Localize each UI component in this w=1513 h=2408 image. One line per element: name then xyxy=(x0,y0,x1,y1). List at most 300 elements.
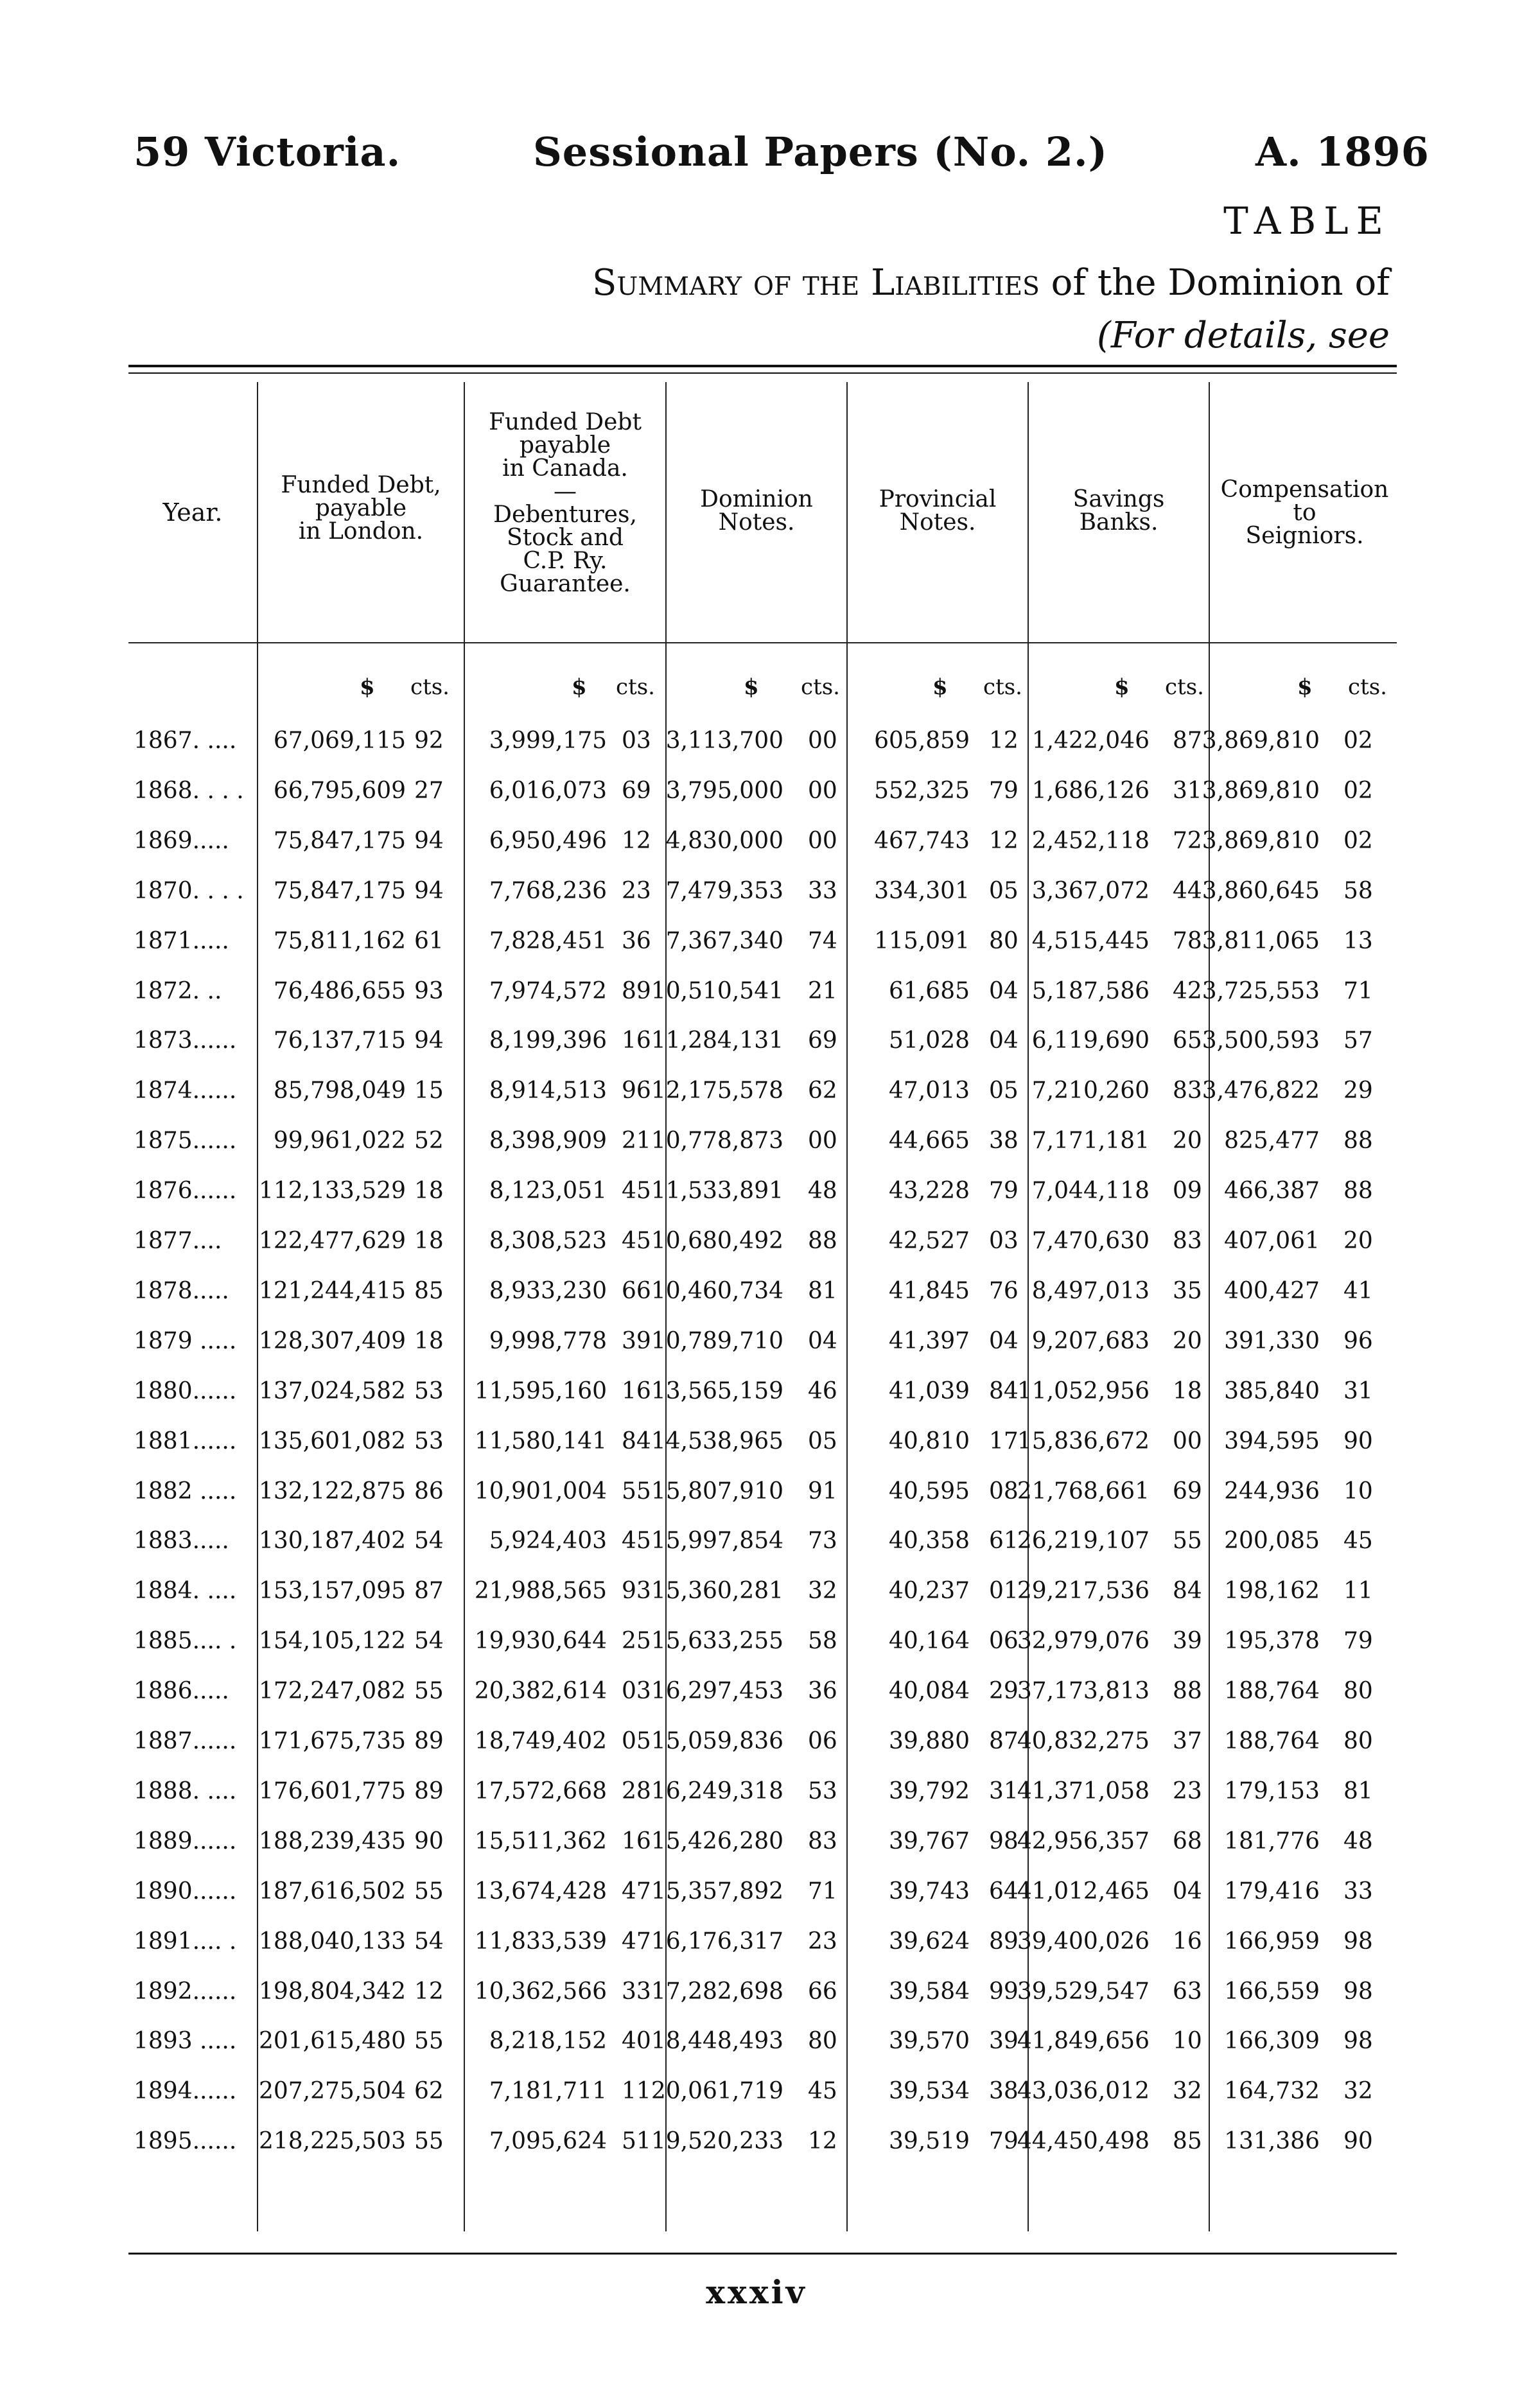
cents-cell: 79 xyxy=(1343,1628,1373,1654)
cents-cell: 31 xyxy=(1343,1378,1373,1404)
dollars-cell: 32,979,076 xyxy=(1017,1628,1150,1654)
dollars-cell: 3,860,645 xyxy=(1202,878,1320,904)
dollar-sign: $ xyxy=(572,674,587,700)
cents-cell: 04 xyxy=(1173,1878,1202,1905)
cents-cell: 96 xyxy=(622,1077,651,1104)
dollars-cell: 43,036,012 xyxy=(1017,2078,1150,2104)
header-line: Notes. xyxy=(899,509,976,536)
cents-cell: 11 xyxy=(1343,1578,1373,1604)
dollars-cell: 188,239,435 xyxy=(258,1828,406,1854)
dollar-sign: $ xyxy=(1297,674,1313,700)
dollars-cell: 41,039 xyxy=(889,1378,970,1404)
cents-cell: 72 xyxy=(1173,828,1202,854)
dollars-cell: 39,584 xyxy=(889,1978,970,2005)
year-cell: 1871..... xyxy=(134,928,229,954)
cents-cell: 15 xyxy=(414,1077,444,1104)
cents-cell: 61 xyxy=(989,1528,1019,1554)
year-cell: 1888. .... xyxy=(134,1778,237,1804)
cents-cell: 04 xyxy=(808,1328,837,1354)
column-header-provincial-notes xyxy=(848,488,1028,534)
cents-cell: 12 xyxy=(808,2128,837,2154)
dollars-cell: 61,685 xyxy=(889,978,970,1004)
cents-cell: 18 xyxy=(1173,1378,1202,1404)
unit-label xyxy=(1297,674,1387,700)
cents-cell: 21 xyxy=(622,1128,651,1154)
cents-cell: 31 xyxy=(989,1778,1019,1804)
dollars-cell: 4,515,445 xyxy=(1031,928,1150,954)
cents-cell: 79 xyxy=(989,2128,1019,2154)
dollars-cell: 41,012,465 xyxy=(1017,1878,1150,1905)
cents-cell: 89 xyxy=(414,1728,444,1754)
cents-cell: 76 xyxy=(989,1278,1019,1304)
cents-cell: 00 xyxy=(808,1128,837,1154)
year-cell: 1879 ..... xyxy=(134,1328,237,1354)
header-divider xyxy=(465,642,665,643)
cents-cell: 96 xyxy=(1343,1328,1373,1354)
year-cell: 1886..... xyxy=(134,1678,229,1704)
cents-cell: 02 xyxy=(1343,728,1373,754)
dollars-cell: 21,768,661 xyxy=(1017,1478,1150,1505)
cents-cell: 98 xyxy=(1343,1928,1373,1955)
header-line: C.P. Ry. xyxy=(523,548,608,574)
year-cell: 1885.... . xyxy=(134,1628,237,1654)
cents-cell: 42 xyxy=(1173,978,1202,1004)
dollars-cell: 39,624 xyxy=(889,1928,970,1955)
header-line: Debentures, xyxy=(493,502,637,528)
dollars-cell: 3,725,553 xyxy=(1202,978,1320,1004)
table-title-rest: of the Dominion of xyxy=(1039,262,1390,304)
table-row xyxy=(0,1678,1513,1727)
table-row xyxy=(0,1228,1513,1277)
header-line: Dominion xyxy=(700,486,813,512)
cents-cell: 69 xyxy=(808,1027,837,1054)
column-header-savings-banks xyxy=(1029,488,1209,534)
cents-label: cts. xyxy=(616,674,655,700)
table-row xyxy=(0,1928,1513,1977)
year-cell: 1882 ..... xyxy=(134,1478,237,1505)
dollars-cell: 12,175,578 xyxy=(651,1077,783,1104)
dollars-cell: 201,615,480 xyxy=(258,2028,406,2054)
table-row xyxy=(0,878,1513,927)
dollars-cell: 1,422,046 xyxy=(1031,728,1150,754)
column-header-funded-debt-london xyxy=(258,474,464,543)
dollars-cell: 188,764 xyxy=(1224,1678,1320,1704)
dollars-cell: 171,675,735 xyxy=(258,1728,406,1754)
cents-cell: 45 xyxy=(622,1228,651,1254)
dollars-cell: 15,360,281 xyxy=(651,1578,783,1604)
cents-cell: 57 xyxy=(1343,1027,1373,1054)
dollars-cell: 41,845 xyxy=(889,1278,970,1304)
cents-cell: 05 xyxy=(622,1728,651,1754)
dollars-cell: 19,930,644 xyxy=(474,1628,607,1654)
cents-cell: 32 xyxy=(1343,2078,1373,2104)
dollars-cell: 137,024,582 xyxy=(258,1378,406,1404)
header-line: Savings xyxy=(1072,486,1165,512)
dollars-cell: 13,674,428 xyxy=(474,1878,607,1905)
cents-cell: 00 xyxy=(808,828,837,854)
year-cell: 1875...... xyxy=(134,1128,237,1154)
dollars-cell: 26,219,107 xyxy=(1017,1528,1150,1554)
dollars-cell: 10,789,710 xyxy=(651,1328,783,1354)
dollars-cell: 400,427 xyxy=(1224,1278,1320,1304)
year-cell: 1868. . . . xyxy=(134,778,244,804)
cents-cell: 69 xyxy=(1173,1478,1202,1505)
dollars-cell: 8,308,523 xyxy=(489,1228,607,1254)
dollars-cell: 153,157,095 xyxy=(258,1578,406,1604)
cents-cell: 39 xyxy=(622,1328,651,1354)
dollars-cell: 195,378 xyxy=(1224,1628,1320,1654)
cents-cell: 68 xyxy=(1173,1828,1202,1854)
header-line: — xyxy=(554,478,577,505)
dollars-cell: 7,470,630 xyxy=(1031,1228,1150,1254)
dollars-cell: 6,119,690 xyxy=(1031,1027,1150,1054)
dollars-cell: 7,095,624 xyxy=(489,2128,607,2154)
dollars-cell: 39,792 xyxy=(889,1778,970,1804)
dollars-cell: 11,595,160 xyxy=(474,1378,607,1404)
dollars-cell: 99,961,022 xyxy=(273,1128,406,1154)
dollars-cell: 41,397 xyxy=(889,1328,970,1354)
cents-cell: 00 xyxy=(808,728,837,754)
dollars-cell: 75,847,175 xyxy=(273,828,406,854)
year-cell: 1869..... xyxy=(134,828,229,854)
dollars-cell: 75,811,162 xyxy=(273,928,406,954)
dollars-cell: 76,486,655 xyxy=(273,978,406,1004)
cents-cell: 64 xyxy=(989,1878,1019,1905)
cents-cell: 45 xyxy=(808,2078,837,2104)
header-line: to xyxy=(1293,500,1316,526)
table-row xyxy=(0,1778,1513,1827)
dollars-cell: 3,869,810 xyxy=(1202,728,1320,754)
cents-cell: 88 xyxy=(1343,1128,1373,1154)
cents-cell: 18 xyxy=(414,1178,444,1204)
dollars-cell: 552,325 xyxy=(874,778,970,804)
cents-cell: 89 xyxy=(414,1778,444,1804)
cents-cell: 06 xyxy=(989,1628,1019,1654)
table-row xyxy=(0,1628,1513,1677)
cents-cell: 89 xyxy=(622,978,651,1004)
dollars-cell: 39,743 xyxy=(889,1878,970,1905)
cents-cell: 23 xyxy=(1173,1778,1202,1804)
dollars-cell: 20,382,614 xyxy=(474,1678,607,1704)
dollars-cell: 8,199,396 xyxy=(489,1027,607,1054)
dollar-sign: $ xyxy=(1114,674,1130,700)
cents-cell: 40 xyxy=(622,2028,651,2054)
dollars-cell: 39,519 xyxy=(889,2128,970,2154)
cents-cell: 29 xyxy=(1343,1077,1373,1104)
cents-cell: 39 xyxy=(1173,1628,1202,1654)
cents-cell: 33 xyxy=(622,1978,651,2005)
dollars-cell: 39,880 xyxy=(889,1728,970,1754)
year-cell: 1893 ..... xyxy=(134,2028,237,2054)
dollars-cell: 122,477,629 xyxy=(258,1228,406,1254)
year-cell: 1878..... xyxy=(134,1278,229,1304)
table-title xyxy=(592,262,1390,304)
year-cell: 1873...... xyxy=(134,1027,237,1054)
cents-cell: 12 xyxy=(414,1978,444,2005)
cents-cell: 23 xyxy=(808,1928,837,1955)
dollars-cell: 172,247,082 xyxy=(258,1678,406,1704)
header-line: Funded Debt, xyxy=(281,472,441,498)
table-row xyxy=(0,1077,1513,1126)
table-row xyxy=(0,828,1513,877)
cents-cell: 98 xyxy=(1343,1978,1373,2005)
dollars-cell: 66,795,609 xyxy=(273,778,406,804)
header-line: Stock and xyxy=(507,525,624,551)
cents-cell: 28 xyxy=(622,1778,651,1804)
cents-cell: 18 xyxy=(414,1328,444,1354)
unit-label xyxy=(932,674,1022,700)
top-rule xyxy=(128,365,1397,367)
dollars-cell: 17,282,698 xyxy=(651,1978,783,2005)
cents-cell: 90 xyxy=(414,1828,444,1854)
cents-cell: 80 xyxy=(808,2028,837,2054)
dollars-cell: 394,595 xyxy=(1224,1428,1320,1454)
year-cell: 1884. .... xyxy=(134,1578,237,1604)
cents-cell: 16 xyxy=(622,1378,651,1404)
cents-cell: 58 xyxy=(1343,878,1373,904)
table-row xyxy=(0,728,1513,776)
dollars-cell: 15,059,836 xyxy=(651,1728,783,1754)
year-cell: 1870. . . . xyxy=(134,878,244,904)
cents-cell: 04 xyxy=(989,1328,1019,1354)
dollars-cell: 39,529,547 xyxy=(1017,1978,1150,2005)
dollars-cell: 14,538,965 xyxy=(651,1428,783,1454)
cents-cell: 94 xyxy=(414,1027,444,1054)
dollars-cell: 7,479,353 xyxy=(665,878,783,904)
cents-cell: 52 xyxy=(414,1128,444,1154)
dollars-cell: 128,307,409 xyxy=(258,1328,406,1354)
table-row xyxy=(0,1027,1513,1076)
table-row xyxy=(0,1578,1513,1627)
cents-cell: 53 xyxy=(414,1428,444,1454)
year-cell: 1883..... xyxy=(134,1528,229,1554)
dollars-cell: 15,511,362 xyxy=(474,1828,607,1854)
cents-cell: 33 xyxy=(808,878,837,904)
dollars-cell: 42,956,357 xyxy=(1017,1828,1150,1854)
cents-cell: 79 xyxy=(989,778,1019,804)
cents-cell: 45 xyxy=(622,1528,651,1554)
cents-cell: 48 xyxy=(808,1178,837,1204)
cents-cell: 84 xyxy=(1173,1578,1202,1604)
dollars-cell: 8,123,051 xyxy=(489,1178,607,1204)
cents-cell: 09 xyxy=(1173,1178,1202,1204)
running-header-year: A. 1896 xyxy=(1255,128,1430,175)
cents-cell: 33 xyxy=(1343,1878,1373,1905)
dollars-cell: 188,040,133 xyxy=(258,1928,406,1955)
unit-label xyxy=(572,674,655,700)
year-cell: 1881...... xyxy=(134,1428,237,1454)
dollars-cell: 198,804,342 xyxy=(258,1978,406,2005)
cents-cell: 12 xyxy=(622,828,651,854)
cents-cell: 05 xyxy=(808,1428,837,1454)
cents-label: cts. xyxy=(983,674,1022,700)
cents-cell: 61 xyxy=(414,928,444,954)
cents-cell: 81 xyxy=(1343,1778,1373,1804)
cents-cell: 03 xyxy=(622,728,651,754)
dollars-cell: 40,237 xyxy=(889,1578,970,1604)
cents-cell: 71 xyxy=(1343,978,1373,1004)
dollars-cell: 18,448,493 xyxy=(651,2028,783,2054)
dollars-cell: 6,950,496 xyxy=(489,828,607,854)
cents-cell: 80 xyxy=(989,928,1019,954)
cents-cell: 55 xyxy=(414,1878,444,1905)
cents-cell: 88 xyxy=(808,1228,837,1254)
dollar-sign: $ xyxy=(360,674,375,700)
cents-cell: 05 xyxy=(989,878,1019,904)
cents-cell: 54 xyxy=(414,1628,444,1654)
dollars-cell: 11,533,891 xyxy=(651,1178,783,1204)
cents-cell: 89 xyxy=(989,1928,1019,1955)
table-row xyxy=(0,928,1513,977)
dollars-cell: 75,847,175 xyxy=(273,878,406,904)
year-cell: 1889...... xyxy=(134,1828,237,1854)
cents-cell: 55 xyxy=(622,1478,651,1505)
table-row xyxy=(0,1328,1513,1377)
dollars-cell: 200,085 xyxy=(1224,1528,1320,1554)
dollars-cell: 16,249,318 xyxy=(651,1778,783,1804)
cents-cell: 69 xyxy=(622,778,651,804)
cents-cell: 90 xyxy=(1343,1428,1373,1454)
cents-cell: 12 xyxy=(989,728,1019,754)
dollars-cell: 44,665 xyxy=(889,1128,970,1154)
cents-cell: 00 xyxy=(808,778,837,804)
cents-cell: 04 xyxy=(989,1027,1019,1054)
header-line: payable xyxy=(315,495,407,521)
dollars-cell: 11,580,141 xyxy=(474,1428,607,1454)
cents-cell: 54 xyxy=(414,1528,444,1554)
cents-cell: 55 xyxy=(414,2128,444,2154)
cents-cell: 10 xyxy=(1343,1478,1373,1505)
table-row xyxy=(0,978,1513,1027)
dollars-cell: 40,832,275 xyxy=(1017,1728,1150,1754)
cents-cell: 86 xyxy=(414,1478,444,1505)
table-row xyxy=(0,1178,1513,1226)
cents-cell: 32 xyxy=(1173,2078,1202,2104)
cents-cell: 85 xyxy=(1173,2128,1202,2154)
cents-label: cts. xyxy=(1165,674,1204,700)
dollars-cell: 3,113,700 xyxy=(665,728,783,754)
column-header-compensation-seigniors xyxy=(1210,478,1399,548)
header-line: Seigniors. xyxy=(1245,523,1364,549)
dollar-sign: $ xyxy=(932,674,948,700)
cents-cell: 90 xyxy=(1343,2128,1373,2154)
cents-cell: 66 xyxy=(808,1978,837,2005)
cents-cell: 29 xyxy=(989,1678,1019,1704)
cents-cell: 47 xyxy=(622,1928,651,1955)
dollars-cell: 3,869,810 xyxy=(1202,828,1320,854)
year-cell: 1895...... xyxy=(134,2128,237,2154)
dollars-cell: 20,061,719 xyxy=(651,2078,783,2104)
cents-cell: 32 xyxy=(808,1578,837,1604)
cents-cell: 63 xyxy=(1173,1978,1202,2005)
cents-cell: 08 xyxy=(989,1478,1019,1505)
cents-cell: 00 xyxy=(1173,1428,1202,1454)
cents-cell: 93 xyxy=(414,978,444,1004)
dollars-cell: 51,028 xyxy=(889,1027,970,1054)
dollars-cell: 11,052,956 xyxy=(1017,1378,1150,1404)
dollars-cell: 135,601,082 xyxy=(258,1428,406,1454)
dollars-cell: 825,477 xyxy=(1224,1128,1320,1154)
cents-cell: 35 xyxy=(1173,1278,1202,1304)
cents-cell: 99 xyxy=(989,1978,1019,2005)
cents-cell: 53 xyxy=(808,1778,837,1804)
dollars-cell: 15,633,255 xyxy=(651,1628,783,1654)
running-header-title: Sessional Papers (No. 2.) xyxy=(533,128,1108,175)
dollars-cell: 385,840 xyxy=(1224,1378,1320,1404)
cents-cell: 06 xyxy=(808,1728,837,1754)
cents-cell: 80 xyxy=(1343,1678,1373,1704)
year-cell: 1876...... xyxy=(134,1178,237,1204)
dollars-cell: 39,767 xyxy=(889,1828,970,1854)
top-rule-thin xyxy=(128,372,1397,374)
dollars-cell: 132,122,875 xyxy=(258,1478,406,1505)
cents-cell: 38 xyxy=(989,2078,1019,2104)
year-cell: 1874...... xyxy=(134,1077,237,1104)
bottom-rule xyxy=(128,2253,1397,2255)
header-line: in London. xyxy=(298,518,424,545)
dollars-cell: 17,572,668 xyxy=(474,1778,607,1804)
header-line: Guarantee. xyxy=(500,571,631,597)
dollars-cell: 15,836,672 xyxy=(1017,1428,1150,1454)
dollars-cell: 188,764 xyxy=(1224,1728,1320,1754)
dollars-cell: 10,680,492 xyxy=(651,1228,783,1254)
dollars-cell: 13,565,159 xyxy=(651,1378,783,1404)
cents-cell: 36 xyxy=(622,928,651,954)
table-row xyxy=(0,1828,1513,1877)
dollars-cell: 15,426,280 xyxy=(651,1828,783,1854)
column-header-funded-debt-canada xyxy=(465,411,665,596)
cents-label: cts. xyxy=(1348,674,1387,700)
cents-cell: 12 xyxy=(989,828,1019,854)
table-label: TABLE xyxy=(1223,199,1391,243)
header-line: Compensation xyxy=(1220,476,1389,503)
cents-cell: 37 xyxy=(1173,1728,1202,1754)
cents-cell: 87 xyxy=(414,1578,444,1604)
cents-cell: 62 xyxy=(808,1077,837,1104)
dollars-cell: 76,137,715 xyxy=(273,1027,406,1054)
header-line: Funded Debt xyxy=(489,409,642,435)
running-header-session: 59 Victoria. xyxy=(134,128,401,175)
cents-cell: 84 xyxy=(989,1378,1019,1404)
cents-cell: 91 xyxy=(808,1478,837,1505)
year-cell: 1887...... xyxy=(134,1728,237,1754)
dollars-cell: 42,527 xyxy=(889,1228,970,1254)
dollars-cell: 8,914,513 xyxy=(489,1077,607,1104)
dollars-cell: 164,732 xyxy=(1224,2078,1320,2104)
cents-cell: 80 xyxy=(1343,1728,1373,1754)
dollars-cell: 10,362,566 xyxy=(474,1978,607,2005)
dollars-cell: 1,686,126 xyxy=(1031,778,1150,804)
table-row xyxy=(0,1878,1513,1927)
cents-cell: 98 xyxy=(1343,2028,1373,2054)
dollars-cell: 391,330 xyxy=(1224,1328,1320,1354)
table-row xyxy=(0,1728,1513,1777)
table-row xyxy=(0,1128,1513,1176)
year-cell: 1880...... xyxy=(134,1378,237,1404)
table-row xyxy=(0,778,1513,826)
cents-cell: 20 xyxy=(1173,1128,1202,1154)
cents-cell: 17 xyxy=(989,1428,1019,1454)
dollars-cell: 18,749,402 xyxy=(474,1728,607,1754)
dollars-cell: 16,297,453 xyxy=(651,1678,783,1704)
header-divider xyxy=(848,642,1028,643)
cents-cell: 46 xyxy=(808,1378,837,1404)
cents-cell: 16 xyxy=(622,1027,651,1054)
year-cell: 1872. .. xyxy=(134,978,222,1004)
cents-cell: 58 xyxy=(808,1628,837,1654)
dollars-cell: 131,386 xyxy=(1224,2128,1320,2154)
dollars-cell: 10,460,734 xyxy=(651,1278,783,1304)
